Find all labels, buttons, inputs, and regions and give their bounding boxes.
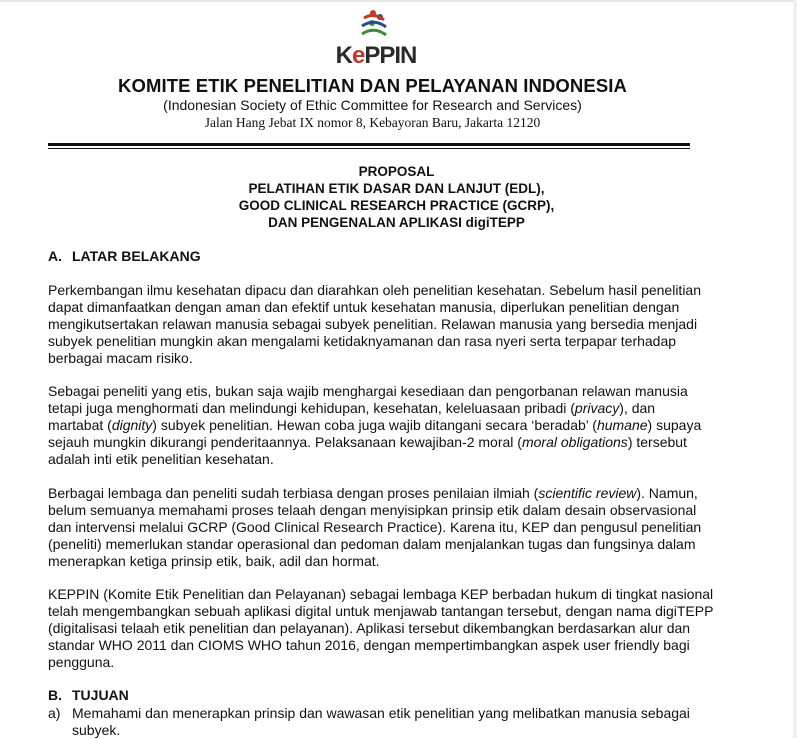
people-logo-icon — [326, 8, 426, 44]
section-b-title: TUJUAN — [72, 687, 129, 703]
proposal-title-line-4: DAN PENGENALAN APLIKASI digiTEPP — [268, 215, 525, 230]
page-right-edge — [793, 0, 797, 738]
list-item-label: a) — [48, 705, 61, 721]
section-a-number: A. — [48, 248, 62, 264]
section-b-heading — [48, 687, 129, 703]
org-english-name: (Indonesian Society of Ethic Committee for Research and Services) — [163, 97, 582, 113]
logo-wordmark: KePPIN — [335, 42, 417, 69]
org-name: KOMITE ETIK PENELITIAN DAN PELAYANAN INDONESIA — [118, 75, 627, 96]
page-top-edge — [0, 0, 797, 2]
section-a-heading — [48, 248, 201, 264]
proposal-title-line-3: GOOD CLINICAL RESEARCH PRACTICE (GCRP), — [238, 198, 555, 213]
proposal-title-line-2: PELATIHAN ETIK DASAR DAN LANJUT (EDL), — [248, 181, 545, 196]
proposal-title-line-1: PROPOSAL — [358, 164, 435, 179]
list-item-text: Memahami dan menerapkan prinsip dan wawasan etik penelitian yang melibatkan manusia sebagai subyek. — [72, 705, 690, 738]
paragraph-1: Perkembangan ilmu kesehatan dipacu dan diarahkan oleh penelitian kesehatan. Sebelum hasil penelitian dapat dimanfaatkan dengan aman dan efektif untuk kesehatan manusia, diperlukan penelitian dengan mengikutsertakan relawan manusia sebagai subyek penelitian. Relawan manusia yang bersedia menjadi subyek penelitian mungkin akan mengalami ketidaknyamanan dan rasa nyeri serta terpapar terhadap berbagai macam risiko. — [48, 282, 702, 366]
paragraph-3: Berbagai lembaga dan peneliti sudah terbiasa dengan proses penilaian ilmiah (scientific review). Namun, belum semuanya memahami proses telaah dengan menyisipkan prinsip etik dalam desain observasional dan intervensi melalui GCRP (Good Clinical Research Practice). Karena itu, KEP dan pengusul penelitian (peneliti) memerlukan standar operasional dan pedoman dalam menjalankan tugas dan fungsinya dalam menerapkan ketiga prinsip etik, baik, adil dan hormat. — [48, 485, 702, 569]
org-address: Jalan Hang Jebat IX nomor 8, Kebayoran Baru, Jakarta 12120 — [204, 115, 541, 130]
section-b-number: B. — [48, 687, 62, 703]
paragraph-2: Sebagai peneliti yang etis, bukan saja wajib menghargai kesediaan dan pengorbanan relawan manusia tetapi juga menghormati dan melindungi kehidupan, kesehatan, keleluasaan pribadi (privacy), dan martabat (dignity) subyek penelitian. Hewan coba juga wajib ditangani secara ‘beradab’ (humane) supaya sejauh mungkin dikurangi penderitaannya. Pelaksanaan kewajiban-2 moral (moral obligations) tersebut adalah inti etik penelitian kesehatan. — [48, 383, 702, 467]
keppin-logo — [326, 8, 426, 70]
section-a-title: LATAR BELAKANG — [72, 248, 201, 264]
header-rule-thin — [48, 148, 690, 149]
paragraph-4: KEPPIN (Komite Etik Penelitian dan Pelayanan) sebagai lembaga KEP berbadan hukum di tingkat nasional telah mengembangkan sebuah aplikasi digital untuk menjawab tantangan tersebut, dengan nama digiTEPP (digitalisasi telaah etik penelitian dan pelayanan). Aplikasi tersebut dikembangkan berdasarkan alur dan standar WHO 2011 dan CIOMS WHO tahun 2016, dengan mempertimbangkan aspek user friendly bagi pengguna. — [48, 586, 714, 670]
header-rule-thick — [48, 143, 690, 146]
